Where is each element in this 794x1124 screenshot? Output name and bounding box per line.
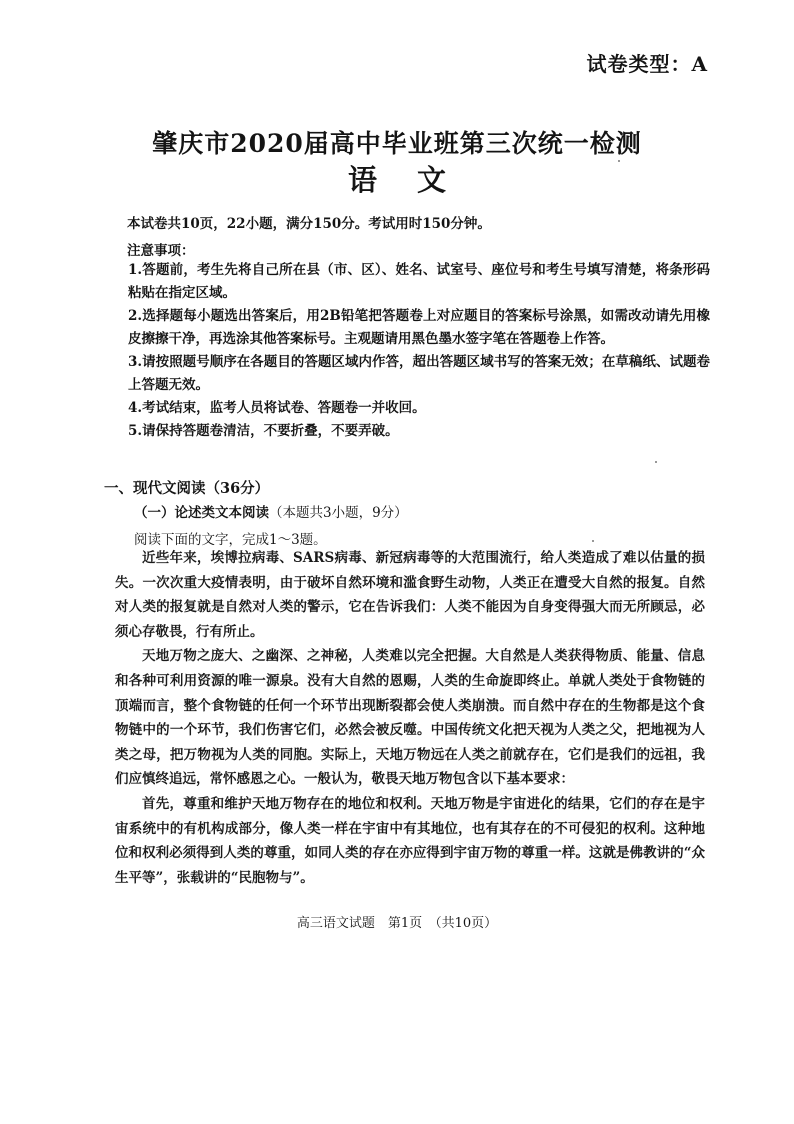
exam-title: 肇庆市2020届高中毕业班第三次统一检测 [152,129,642,158]
subject-title: 语文 [347,163,486,197]
section-title: 一、现代文阅读（36分） [104,480,270,497]
passage-paragraph-1: 近些年来，埃博拉病毒、SARS病毒、新冠病毒等的大范围流行，给人类造成了难以估量的损失。一次次重大疫情表明，由于破坏自然环境和滥食野生动物，人类正在遭受大自然的报复。自然对人类的报复就是自然对人类的警示，它在告诉我们：人类不能因为自身变得强大而无所顾忌，必须心存敬畏，行有所止。 [115,550,705,640]
subsection-title [134,501,408,521]
scan-speck [655,461,657,463]
reading-instruction: 阅读下面的文字，完成1～3题。 [134,532,327,548]
notice-item-4: 4.考试结束，监考人员将试卷、答题卷一并收回。 [128,400,426,416]
scan-speck [618,160,620,162]
notice-item-3: 3.请按照题号顺序在各题目的答题区域内作答，超出答题区域书写的答案无效；在草稿纸、试题卷上答题无效。 [128,354,710,393]
paper-type-label: 试卷类型：A [586,52,708,76]
passage-paragraph-3: 首先，尊重和维护天地万物存在的地位和权利。天地万物是宇宙进化的结果，它们的存在是宇宙系统中的有机构成部分，像人类一样在宇宙中有其地位，也有其存在的不可侵犯的权利。这种地位和权利必须得到人类的尊重，如同人类的存在亦应得到宇宙万物的尊重一样。这就是佛教讲的“众生平等”，张载讲的“民胞物与”。 [115,795,705,886]
notice-list [128,259,710,443]
subsection-name: （一）论述类文本阅读 [134,505,269,521]
notice-item-2: 2.选择题每小题选出答案后，用2B铅笔把答题卷上对应题目的答案标号涂黑，如需改动请先用橡皮擦擦干净，再选涂其他答案标号。主观题请用黑色墨水签字笔在答题卷上作答。 [128,308,710,347]
notes-heading: 注意事项： [127,243,195,259]
notice-item-5: 5.请保持答题卷清洁，不要折叠，不要弄破。 [128,423,399,439]
subsection-note: （本题共3小题，9分） [269,505,408,521]
reading-passage [115,546,705,890]
notice-item-1: 1.答题前，考生先将自己所在县（市、区）、姓名、试室号、座位号和考生号填写清楚，将条形码粘贴在指定区域。 [128,262,710,301]
exam-summary: 本试卷共10页，22小题，满分150分。考试用时150分钟。 [127,216,491,232]
page-footer: 高三语文试题 第1页 （共10页） [296,916,498,931]
scan-speck [592,540,594,542]
passage-paragraph-2: 天地万物之庞大、之幽深、之神秘，人类难以完全把握。大自然是人类获得物质、能量、信息和各种可利用资源的唯一源泉。没有大自然的恩赐，人类的生命旋即终止。单就人类处于食物链的顶端而言，整个食物链的任何一个环节出现断裂都会使人类崩溃。而自然中存在的生物都是这个食物链中的一个环节，我们伤害它们，必然会被反噬。中国传统文化把天视为人类之父，把地视为人类之母，把万物视为人类的同胞。实际上，天地万物远在人类之前就存在，它们是我们的远祖，我们应慎终追远，常怀感恩之心。一般认为，敬畏天地万物包含以下基本要求： [115,648,705,788]
